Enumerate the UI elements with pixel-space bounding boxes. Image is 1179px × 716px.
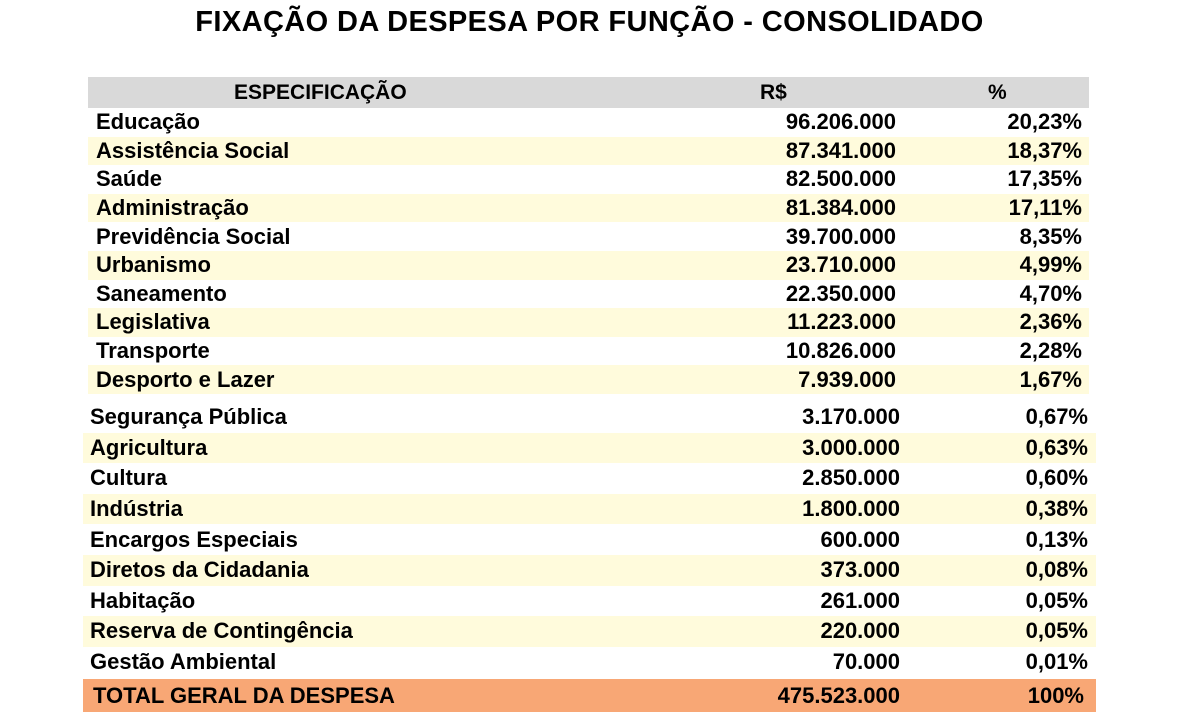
table-row [88,108,1089,137]
row-name: Segurança Pública [90,404,287,430]
row-value: 87.341.000 [785,137,896,163]
row-value: 81.384.000 [785,195,896,221]
header-specification: ESPECIFICAÇÃO [234,81,407,104]
row-value: 11.223.000 [787,309,896,335]
row-percent: 17,11% [1008,195,1082,221]
table-row [83,555,1096,586]
table-row [83,494,1096,525]
row-percent: 17,35% [1007,166,1082,192]
row-percent: 20,23% [1007,109,1082,135]
row-value: 3.000.000 [802,434,900,460]
table-row [88,280,1089,309]
row-value: 261.000 [820,587,900,613]
table-row [83,433,1096,464]
row-name: Gestão Ambiental [90,649,277,675]
table-row [83,524,1096,555]
row-percent: 0,01% [1025,649,1088,675]
row-value: 22.350.000 [785,280,896,306]
row-name: Urbanismo [96,252,211,278]
row-percent: 0,05% [1025,587,1088,613]
row-percent: 0,38% [1025,496,1088,522]
row-value: 600.000 [820,526,900,552]
row-name: Administração [96,195,249,221]
row-name: Previdência Social [96,223,291,249]
row-percent: 4,99% [1019,252,1082,278]
header-value: R$ [760,81,787,104]
table-row [88,137,1089,166]
row-value: 7.939.000 [798,366,896,392]
row-value: 3.170.000 [802,404,900,430]
table-row [83,402,1096,433]
row-percent: 0,13% [1025,526,1088,552]
row-percent: 18,37% [1007,137,1082,163]
row-value: 10.826.000 [785,338,896,364]
row-percent: 0,08% [1025,557,1088,583]
row-name: Saneamento [96,280,227,306]
row-name: Cultura [90,465,167,491]
row-name: Habitação [90,587,196,613]
row-value: 220.000 [820,618,900,644]
header-percent: % [988,81,1007,104]
row-value: 96.206.000 [785,109,896,135]
table-row [88,222,1089,251]
row-name: Desporto e Lazer [96,366,275,392]
row-value: 82.500.000 [785,166,896,192]
row-name: Legislativa [96,309,210,335]
table-row [88,365,1089,394]
row-value: 23.710.000 [785,252,896,278]
row-name: Diretos da Cidadania [90,557,309,583]
row-name: Encargos Especiais [90,526,298,552]
row-percent: 4,70% [1019,280,1082,306]
row-percent: 2,36% [1019,309,1082,335]
row-name: Indústria [90,496,183,522]
table-row [88,251,1089,280]
row-name: Agricultura [90,434,208,460]
row-value: 2.850.000 [802,465,900,491]
row-value: 1.800.000 [802,496,900,522]
total-label: TOTAL GERAL DA DESPESA [93,682,395,708]
row-name: Educação [96,109,200,135]
row-name: Transporte [96,338,210,364]
table-row [88,194,1089,223]
table-row [83,463,1096,494]
row-percent: 0,63% [1025,434,1088,460]
table-row [88,165,1089,194]
row-percent: 0,05% [1025,618,1088,644]
row-percent: 0,60% [1025,465,1088,491]
table-row [83,647,1096,678]
table-row [83,586,1096,617]
row-value: 39.700.000 [785,223,896,249]
row-value: 70.000 [832,649,900,675]
row-percent: 0,67% [1025,404,1088,430]
total-percent: 100% [1027,682,1084,708]
table-header [88,77,1089,108]
table-row [83,616,1096,647]
row-value: 373.000 [820,557,900,583]
table-row [88,337,1089,366]
row-percent: 8,35% [1019,223,1082,249]
total-row [83,679,1096,712]
page-title: FIXAÇÃO DA DESPESA POR FUNÇÃO - CONSOLIDADO [195,6,984,38]
row-name: Assistência Social [96,137,290,163]
total-value: 475.523.000 [777,682,900,708]
row-name: Saúde [96,166,163,192]
row-percent: 1,67% [1019,366,1082,392]
table-row [88,308,1089,337]
row-percent: 2,28% [1019,338,1082,364]
row-name: Reserva de Contingência [90,618,353,644]
